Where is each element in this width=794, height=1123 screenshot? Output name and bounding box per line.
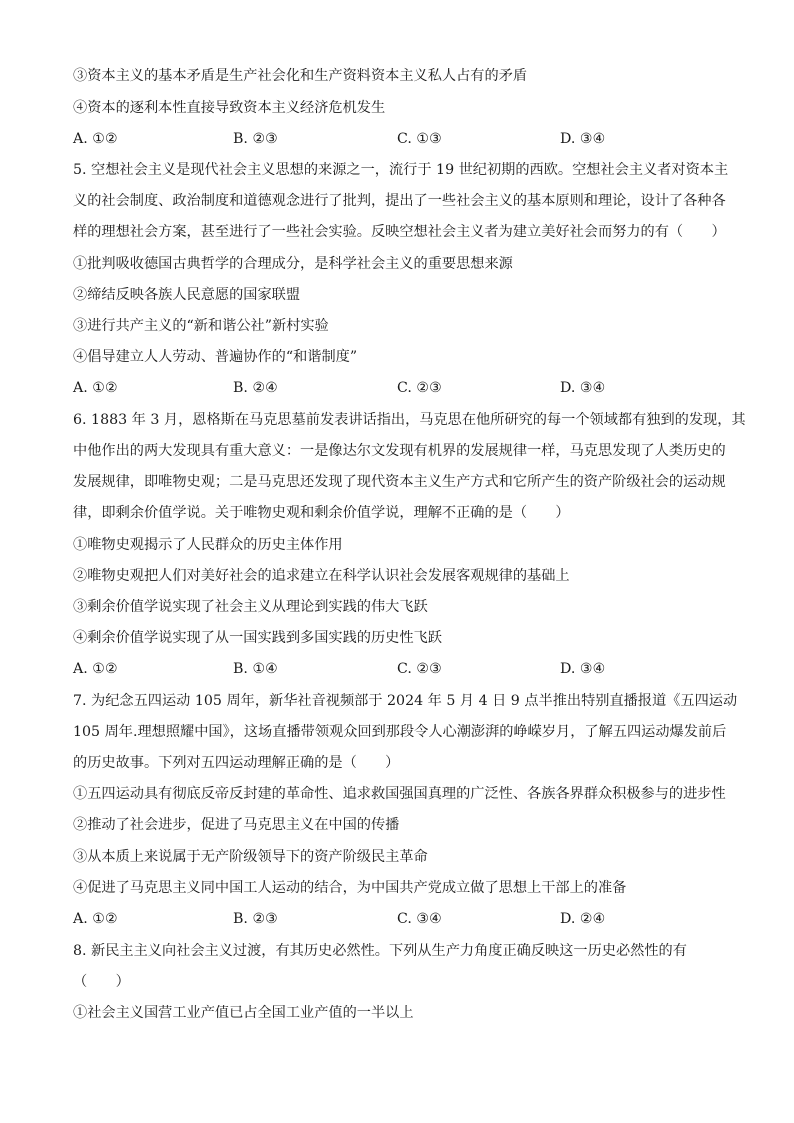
option-b: B. ①④ <box>233 661 278 677</box>
question-5-statement-3: ③进行共产主义的“新和谐公社”新村实验 <box>73 318 329 334</box>
question-7-statement-1: ①五四运动具有彻底反帝反封建的革命性、追求救国强国真理的广泛性、各族各界群众积极参与的进步性 <box>73 786 726 802</box>
option-c: C. ②③ <box>397 380 442 396</box>
question-7-statement-3: ③从本质上来说属于无产阶级领导下的资产阶级民主革命 <box>73 849 428 865</box>
option-c: C. ②③ <box>397 661 442 677</box>
question-5-statement-1: ①批判吸收德国古典哲学的合理成分，是科学社会主义的重要思想来源 <box>73 256 513 272</box>
question-7-statement-2: ②推动了社会进步，促进了马克思主义在中国的传播 <box>73 817 400 833</box>
question-6-statement-4: ④剩余价值学说实现了从一国实践到多国实践的历史性飞跃 <box>73 630 442 646</box>
option-d: D. ②④ <box>560 911 606 927</box>
answer-options <box>73 129 693 149</box>
option-c: C. ③④ <box>397 911 442 927</box>
question-6-stem-line-4: 律，即剩余价值学说。关于唯物史观和剩余价值学说，理解不正确的是（ ） <box>73 505 570 521</box>
option-b: B. ②④ <box>233 380 278 396</box>
option-a: A. ①② <box>73 661 118 677</box>
option-c: C. ①③ <box>397 131 442 147</box>
question-6-statement-3: ③剩余价值学说实现了社会主义从理论到实践的伟大飞跃 <box>73 599 428 615</box>
question-6-options <box>73 659 693 679</box>
option-a: A. ①② <box>73 911 118 927</box>
question-8-statement-1: ①社会主义国营工业产值已占全国工业产值的一半以上 <box>73 1005 414 1021</box>
question-6-statement-1: ①唯物史观揭示了人民群众的历史主体作用 <box>73 537 343 553</box>
question-5-options <box>73 378 693 398</box>
option-d: D. ③④ <box>560 131 606 147</box>
question-6-stem-line-2: 中他作出的两大发现具有重大意义：一是像达尔文发现有机界的发展规律一样，马克思发现了人类历史的 <box>73 443 726 459</box>
option-a: A. ①② <box>73 380 118 396</box>
question-5-stem-line-3: 样的理想社会方案，甚至进行了一些社会实验。反映空想社会主义者为建立美好社会而努力的有（ ） <box>73 224 726 240</box>
question-7-stem-line-2: 105 周年.理想照耀中国》，这场直播带领观众回到那段令人心潮澎湃的峥嵘岁月，了解五四运动爆发前后 <box>73 724 727 740</box>
statement-4: ④资本的逐利本性直接导致资本主义经济危机发生 <box>73 100 386 116</box>
question-6-stem-line-3: 发展规律，即唯物史观；二是马克思还发现了现代资本主义生产方式和它所产生的资产阶级社会的运动规 <box>73 474 726 490</box>
option-d: D. ③④ <box>560 661 606 677</box>
question-6-statement-2: ②唯物史观把人们对美好社会的追求建立在科学认识社会发展客观规律的基础上 <box>73 568 570 584</box>
option-b: B. ②③ <box>233 911 278 927</box>
option-a: A. ①② <box>73 131 118 147</box>
question-5-stem-line-2: 义的社会制度、政治制度和道德观念进行了批判，提出了一些社会主义的基本原则和理论，设计了各种各 <box>73 193 726 209</box>
question-7-stem-line-3: 的历史故事。下列对五四运动理解正确的是（ ） <box>73 755 400 771</box>
question-7-stem-line-1: 7. 为纪念五四运动 105 周年，新华社音视频部于 2024 年 5 月 4 日 9 点半推出特别直播报道《五四运动 <box>73 693 738 709</box>
question-7-options <box>73 909 693 929</box>
question-5-statement-4: ④倡导建立人人劳动、普遍协作的“和谐制度” <box>73 349 358 365</box>
question-8-stem-line-1: 8. 新民主主义向社会主义过渡，有其历史必然性。下列从生产力角度正确反映这一历史必然性的有 <box>73 943 687 959</box>
option-d: D. ③④ <box>560 380 606 396</box>
question-5-statement-2: ②缔结反映各族人民意愿的国家联盟 <box>73 287 301 303</box>
question-6-stem-line-1: 6. 1883 年 3 月，恩格斯在马克思墓前发表讲话指出，马克思在他所研究的每一个领域都有独到的发现，其 <box>73 412 746 428</box>
question-7-statement-4: ④促进了马克思主义同中国工人运动的结合，为中国共产党成立做了思想上干部上的准备 <box>73 880 627 896</box>
option-b: B. ②③ <box>233 131 278 147</box>
statement-3: ③资本主义的基本矛盾是生产社会化和生产资料资本主义私人占有的矛盾 <box>73 68 528 84</box>
question-5-stem-line-1: 5. 空想社会主义是现代社会主义思想的来源之一，流行于 19 世纪初期的西欧。空想社会主义者对资本主 <box>73 162 729 178</box>
question-8-stem-line-2: （ ） <box>73 974 130 990</box>
